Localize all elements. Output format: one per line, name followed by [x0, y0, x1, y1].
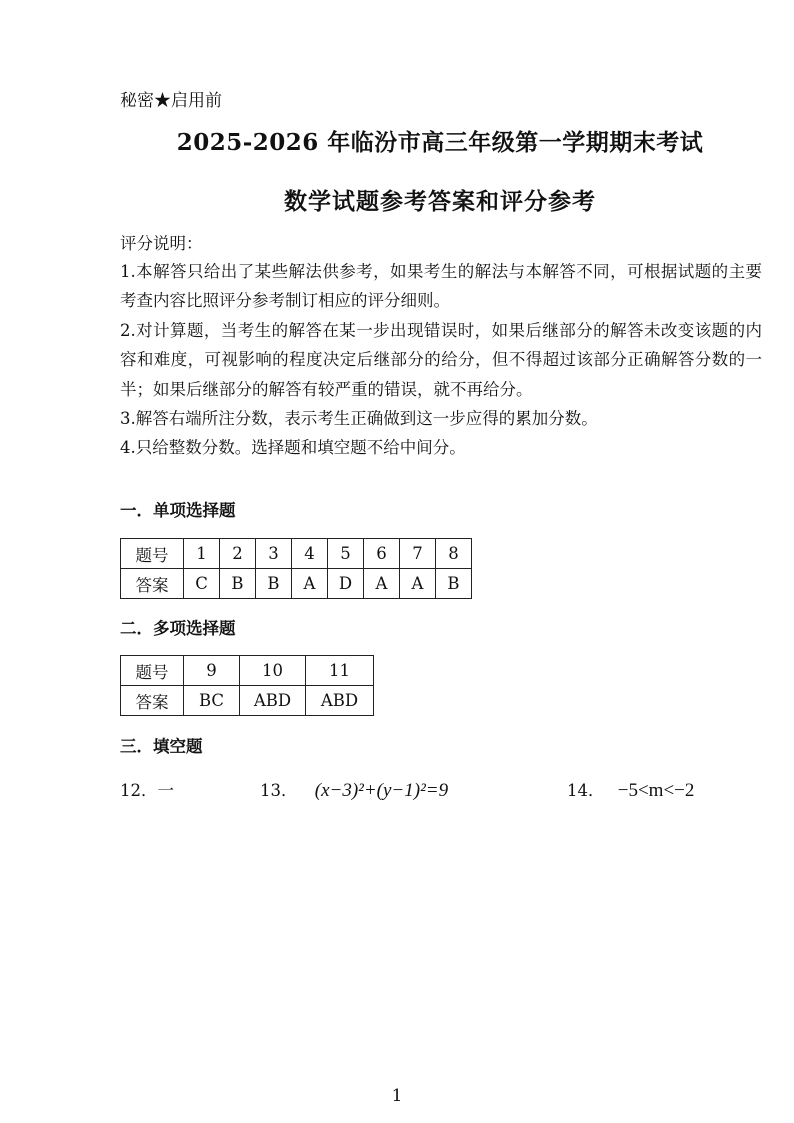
question-number: 8 [436, 539, 472, 569]
page-number: 1 [391, 1086, 403, 1106]
row-label: 答案 [121, 686, 184, 716]
fill-blank-item [120, 777, 174, 801]
section-multiple-choice-title: 二．多项选择题 [120, 619, 236, 638]
item-number: 13． [260, 781, 298, 800]
question-number: 3 [256, 539, 292, 569]
question-number: 11 [306, 656, 374, 686]
row-label: 题号 [121, 539, 184, 569]
answer-cell: B [220, 569, 256, 599]
document-subtitle: 数学试题参考答案和评分参考 [284, 188, 596, 215]
fill-blank-item [567, 777, 694, 802]
grading-notes-heading: 评分说明： [120, 234, 203, 253]
single-choice-answer-table [120, 538, 472, 599]
answer-cell: A [292, 569, 328, 599]
answer-cell: C [184, 569, 220, 599]
answer-cell: A [400, 569, 436, 599]
table-row [121, 656, 374, 686]
answer-cell: B [256, 569, 292, 599]
row-label: 题号 [121, 656, 184, 686]
item-number: 14． [567, 781, 605, 800]
question-number: 10 [240, 656, 306, 686]
multiple-choice-answer-table [120, 655, 374, 716]
row-label: 答案 [121, 569, 184, 599]
answer-cell: ABD [306, 686, 374, 716]
answer-cell: A [364, 569, 400, 599]
exam-title: 2025-2026 年临汾市高三年级第一学期期末考试 [176, 129, 704, 156]
question-number: 2 [220, 539, 256, 569]
item-answer: 一 [157, 781, 174, 800]
item-answer: −5<m<−2 [617, 780, 695, 801]
section-fill-blank-title: 三．填空题 [120, 737, 203, 756]
answer-cell: ABD [240, 686, 306, 716]
question-number: 1 [184, 539, 220, 569]
fill-blank-item [260, 777, 448, 802]
table-row [121, 686, 374, 716]
grading-note: 3.解答右端所注分数，表示考生正确做到这一步应得的累加分数。 [120, 409, 598, 429]
grading-note: 2.对计算题，当考生的解答在某一步出现错误时，如果后继部分的解答未改变该题的内容和难度，可视影响的程度决定后继部分的给分，但不得超过该部分正确解答分数的一半；如果后继部分的解答有较严重的错误，就不再给分。 [120, 320, 762, 399]
table-row [121, 569, 472, 599]
question-number: 6 [364, 539, 400, 569]
grading-note: 1.本解答只给出了某些解法供参考，如果考生的解法与本解答不同，可根据试题的主要考查内容比照评分参考制订相应的评分细则。 [120, 262, 762, 311]
confidential-label: 秘密★启用前 [120, 91, 222, 111]
question-number: 9 [184, 656, 240, 686]
section-single-choice-title: 一．单项选择题 [120, 501, 236, 520]
question-number: 4 [292, 539, 328, 569]
question-number: 5 [328, 539, 364, 569]
grading-note: 4.只给整数分数。选择题和填空题不给中间分。 [120, 438, 466, 458]
answer-cell: D [328, 569, 364, 599]
answer-cell: B [436, 569, 472, 599]
question-number: 7 [400, 539, 436, 569]
grading-notes [120, 257, 762, 463]
item-number: 12． [120, 781, 158, 800]
answer-cell: BC [184, 686, 240, 716]
table-row [121, 539, 472, 569]
item-answer: (x−3)²+(y−1)²=9 [314, 780, 449, 801]
